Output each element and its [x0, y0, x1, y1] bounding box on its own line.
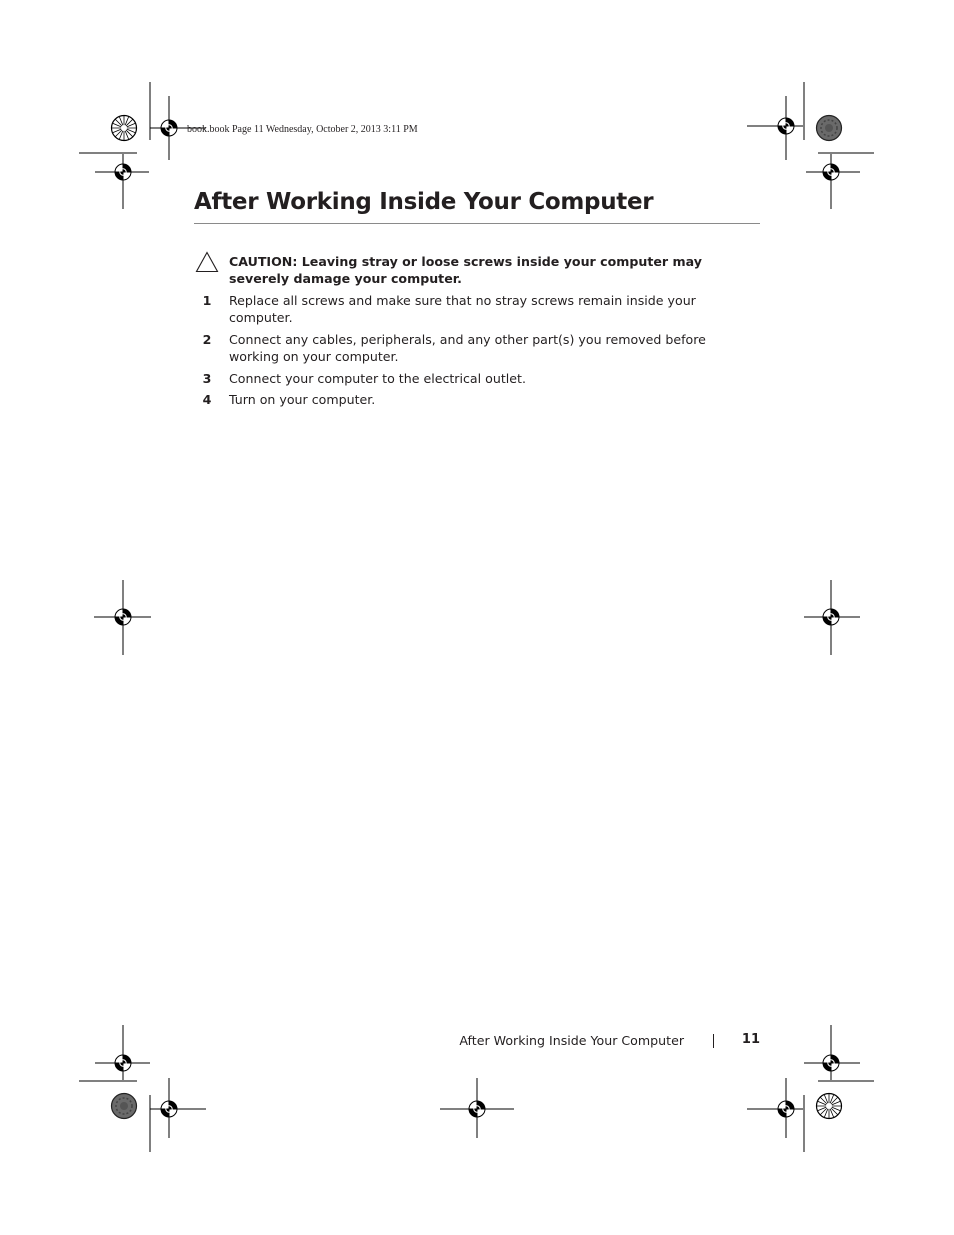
gray-target-icon [112, 1094, 137, 1119]
step-number: 1 [202, 293, 212, 308]
caution-note: CAUTION: Leaving stray or loose screws inside your computer may severely damage your computer. [229, 254, 702, 286]
title-rule [194, 223, 760, 224]
registration-mark-icon [823, 164, 839, 180]
step-text: Turn on your computer. [229, 392, 376, 407]
step-number: 3 [202, 371, 212, 386]
print-slug: book.book Page 11 Wednesday, October 2, 2013 3:11 PM [187, 124, 418, 135]
registration-mark-icon [161, 1101, 177, 1117]
registration-mark-icon [161, 120, 177, 136]
registration-mark-icon [115, 1055, 131, 1071]
crop-mark-bottom-left [79, 1025, 206, 1152]
crop-mark-bottom-right [747, 1025, 874, 1152]
page-title: After Working Inside Your Computer [194, 189, 654, 215]
crop-mark-middle [94, 580, 860, 655]
step-text: Connect any cables, peripherals, and any other part(s) you removed before working on your computer. [229, 332, 706, 364]
registration-mark-icon [115, 609, 131, 625]
star-target-icon [112, 116, 137, 141]
registration-mark-icon [823, 609, 839, 625]
gray-target-icon [817, 116, 842, 141]
registration-mark-icon [823, 1055, 839, 1071]
star-target-icon [817, 1094, 842, 1119]
step-text: Connect your computer to the electrical outlet. [229, 371, 526, 386]
step-number: 4 [202, 392, 212, 407]
registration-mark-icon [778, 118, 794, 134]
footer-section-title: After Working Inside Your Computer [459, 1033, 684, 1048]
registration-mark-icon [778, 1101, 794, 1117]
page-number: 11 [741, 1032, 760, 1047]
footer-divider [713, 1034, 714, 1048]
registration-mark-icon [115, 164, 131, 180]
crop-mark-top-right [747, 82, 874, 209]
step-text: Replace all screws and make sure that no stray screws remain inside your computer. [229, 293, 696, 325]
caution-triangle-icon [195, 251, 219, 273]
step-number: 2 [202, 332, 212, 347]
registration-mark-icon [469, 1101, 485, 1117]
crop-mark-top-left [79, 82, 206, 209]
